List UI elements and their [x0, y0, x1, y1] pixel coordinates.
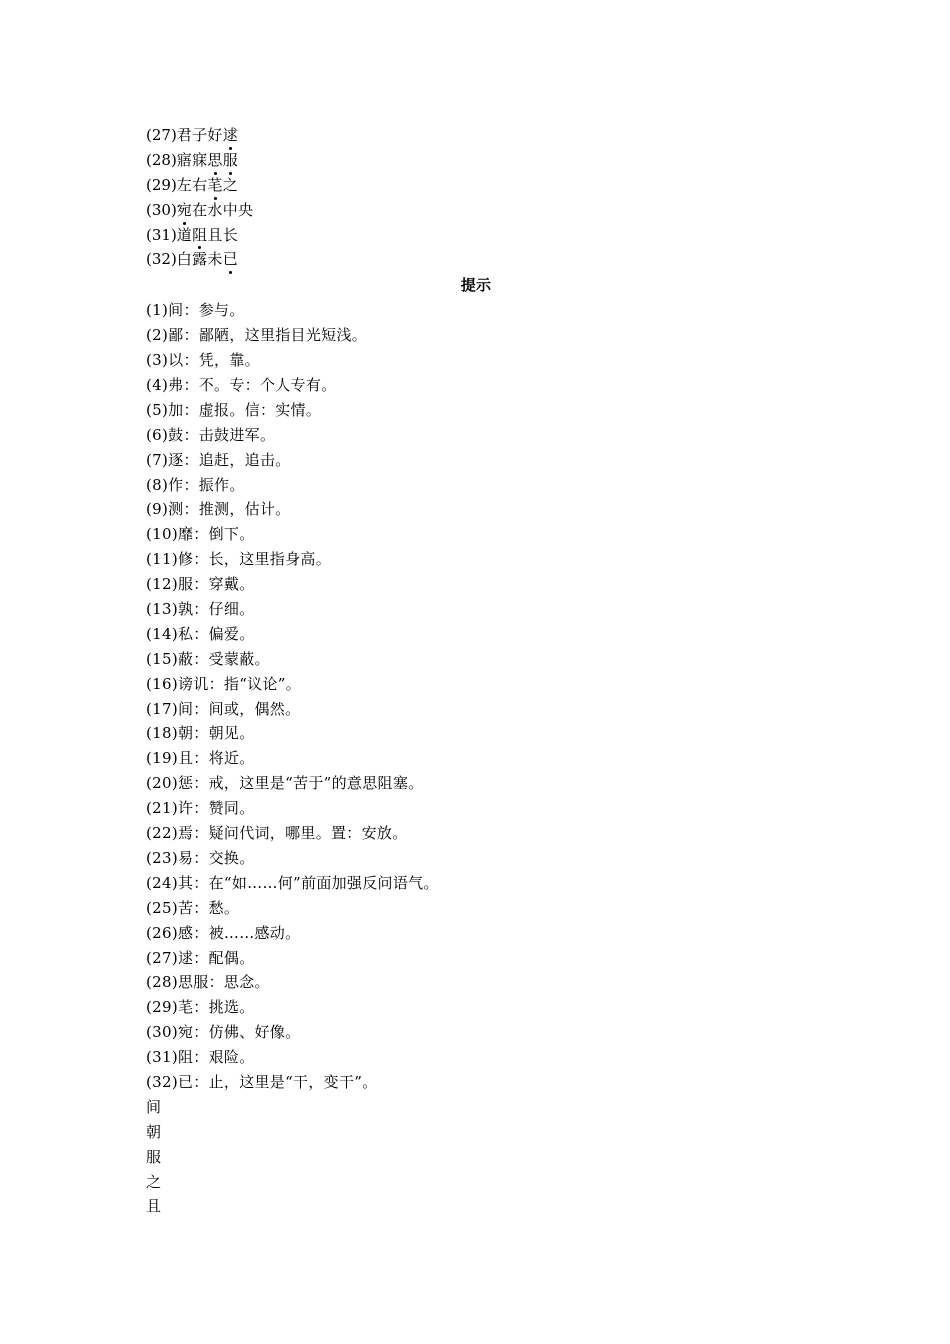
- hint-item: (30)宛：仿佛、好像。: [146, 1023, 301, 1042]
- trailing-char: 朝: [146, 1122, 162, 1141]
- hint-item: (15)蔽：受蒙蔽。: [146, 649, 270, 668]
- question-item: [146, 123, 806, 148]
- hint-item: (16)谤讥：指“议论”。: [146, 674, 302, 693]
- question-item: [146, 247, 806, 272]
- hint-item: (5)加：虚报。信：实情。: [146, 400, 322, 419]
- emphasis-dot-char: 已: [223, 247, 238, 272]
- emphasis-dot-char: 服: [223, 148, 238, 173]
- emphasis-dot-char: 阻: [192, 223, 207, 248]
- hint-item: (11)修：长，这里指身高。: [146, 550, 331, 569]
- hint-item: (18)朝：朝见。: [146, 724, 255, 743]
- question-text-before: 白露未: [176, 250, 223, 269]
- hint-item: (7)逐：追赶，追击。: [146, 450, 291, 469]
- question-item: [146, 173, 806, 198]
- hint-item: (8)作：振作。: [146, 475, 245, 494]
- hint-item: (29)芼：挑选。: [146, 998, 255, 1017]
- question-number: (29): [146, 175, 177, 194]
- question-text-before: 左右: [176, 175, 208, 194]
- question-text-after: 且长: [207, 225, 239, 244]
- hint-item: (22)焉：疑问代词，哪里。置：安放。: [146, 824, 408, 843]
- question-list: [146, 123, 806, 272]
- trailing-char: 服: [146, 1147, 162, 1166]
- hint-item: (1)间：参与。: [146, 301, 245, 320]
- question-text-after: 之: [222, 175, 239, 194]
- hint-item: (2)鄙：鄙陋，这里指目光短浅。: [146, 326, 368, 345]
- hint-item: (31)阻：艰险。: [146, 1048, 255, 1067]
- question-item: [146, 198, 806, 223]
- question-text-before: 寤寐: [176, 150, 208, 169]
- trailing-char: 且: [146, 1197, 162, 1216]
- hint-item: (4)弗：不。专：个人专有。: [146, 376, 337, 395]
- hint-item: (6)鼓：击鼓进军。: [146, 425, 276, 444]
- hint-item: (24)其：在“如……何”前面加强反问语气。: [146, 873, 439, 892]
- question-number: (30): [146, 200, 177, 219]
- hint-item: (10)靡：倒下。: [146, 525, 255, 544]
- hint-item: (14)私：偏爱。: [146, 624, 255, 643]
- question-number: (28): [146, 150, 177, 169]
- hint-list: [146, 298, 806, 1095]
- hint-item: (3)以：凭，靠。: [146, 351, 260, 370]
- question-emphasized-text: [192, 226, 207, 244]
- hint-item: (13)孰：仔细。: [146, 600, 255, 619]
- hint-item: (19)且：将近。: [146, 749, 255, 768]
- trailing-char: 之: [146, 1172, 162, 1191]
- question-item: [146, 223, 806, 248]
- question-emphasized-text: [207, 176, 222, 194]
- hint-item: (28)思服：思念。: [146, 973, 270, 992]
- trailing-char: 间: [146, 1097, 162, 1116]
- hint-item: (27)逑：配偶。: [146, 948, 255, 967]
- hint-item: (26)感：被……感动。: [146, 923, 301, 942]
- question-number: (32): [146, 250, 177, 269]
- emphasis-dot-char: 芼: [207, 173, 222, 198]
- question-emphasized-text: [223, 126, 238, 144]
- hint-item: (25)苦：愁。: [146, 898, 240, 917]
- question-text-after: 在水中央: [192, 200, 254, 219]
- question-emphasized-text: [207, 151, 238, 169]
- hint-item: (9)测：推测，估计。: [146, 500, 291, 519]
- question-number: (27): [146, 126, 177, 144]
- question-text-before: 君子好: [176, 126, 223, 144]
- hint-item: (17)间：间或，偶然。: [146, 699, 301, 718]
- hint-item: (20)惩：戒，这里是“苦于”的意思阻塞。: [146, 774, 424, 793]
- hint-item: (21)许：赞同。: [146, 799, 255, 818]
- question-item: [146, 148, 806, 173]
- hints-heading: 提示: [460, 276, 492, 295]
- hint-item: (23)易：交换。: [146, 848, 255, 867]
- question-text-before: 道: [176, 225, 193, 244]
- trailing-char-list: [146, 1095, 806, 1219]
- question-emphasized-text: [177, 201, 192, 219]
- emphasis-dot-char: 宛: [177, 198, 192, 223]
- hint-item: (32)已：止，这里是“干，变干”。: [146, 1072, 378, 1091]
- question-number: (31): [146, 225, 177, 244]
- document-page: [146, 123, 806, 1219]
- emphasis-dot-char: 逑: [223, 123, 238, 148]
- hint-item: (12)服：穿戴。: [146, 575, 255, 594]
- emphasis-dot-char: 思: [207, 148, 222, 173]
- question-emphasized-text: [223, 250, 238, 268]
